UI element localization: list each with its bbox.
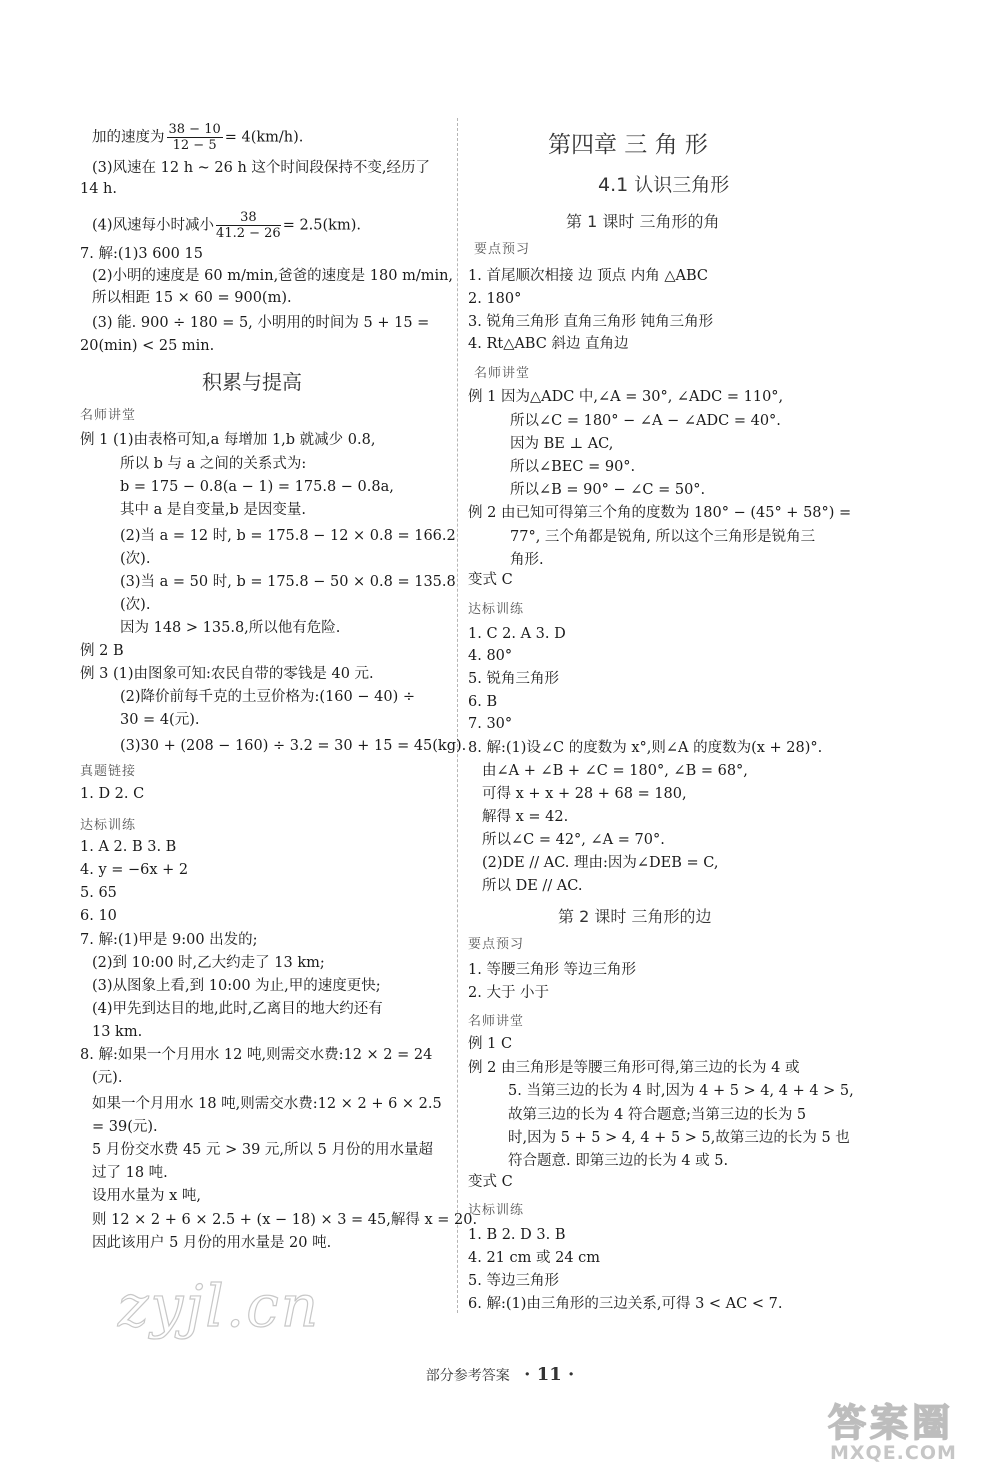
answer-line: 4. 80° bbox=[468, 648, 513, 664]
watermark: zyjl.cn bbox=[118, 1272, 321, 1340]
lesson-title: 第 2 课时 三角形的边 bbox=[558, 907, 712, 926]
fraction bbox=[167, 122, 223, 153]
section-heading: 积累与提高 bbox=[202, 370, 302, 394]
answer-line: 所以 b 与 a 之间的关系式为: bbox=[120, 456, 307, 472]
answer-line: 由∠A + ∠B + ∠C = 180°, ∠B = 68°, bbox=[482, 763, 748, 779]
answer-line: 故第三边的长为 4 符合题意;当第三边的长为 5 bbox=[508, 1107, 807, 1123]
fraction-numerator: 38 − 10 bbox=[168, 122, 221, 137]
page-number: · 11 · bbox=[524, 1364, 575, 1385]
answer-line: 1. D 2. C bbox=[80, 786, 145, 802]
answer-line: 所以相距 15 × 60 = 900(m). bbox=[92, 290, 292, 306]
answer-line: (次). bbox=[120, 597, 151, 613]
answer-line: 例 1 C bbox=[468, 1036, 513, 1052]
answer-line: 例 2 B bbox=[80, 643, 124, 659]
answer-line: (次). bbox=[120, 551, 151, 567]
answer-text: = 4(km/h). bbox=[224, 129, 304, 146]
answer-line: 例 1 (1)由表格可知,a 每增加 1,b 就减少 0.8, bbox=[80, 432, 376, 448]
answer-line: 例 1 因为△ADC 中,∠A = 30°, ∠ADC = 110°, bbox=[468, 389, 784, 405]
answer-line: 5. 当第三边的长为 4 时,因为 4 + 5 > 4, 4 + 4 > 5, bbox=[508, 1083, 854, 1099]
answer-line: 20(min) < 25 min. bbox=[80, 338, 215, 354]
answer-line: = 39(元). bbox=[92, 1119, 158, 1135]
answer-line: 符合题意. 即第三边的长为 4 或 5. bbox=[508, 1153, 729, 1169]
lesson-title: 第 1 课时 三角形的角 bbox=[566, 212, 720, 231]
answer-line: 所以∠B = 90° − ∠C = 50°. bbox=[510, 482, 706, 498]
section-label: 要点预习 bbox=[474, 242, 531, 257]
answer-line: 7. 解:(1)甲是 9:00 出发的; bbox=[80, 932, 258, 948]
section-label: 达标训练 bbox=[80, 818, 137, 833]
answer-line: 1. 首尾顺次相接 边 顶点 内角 △ABC bbox=[468, 268, 709, 284]
logo-text: 答案圈 bbox=[828, 1401, 955, 1445]
answer-line: 5 月份交水费 45 元 > 39 元,所以 5 月份的用水量超 bbox=[92, 1142, 433, 1158]
answer-line: (2)降价前每千克的土豆价格为:(160 − 40) ÷ bbox=[120, 689, 415, 705]
answer-line: b = 175 − 0.8(a − 1) = 175.8 − 0.8a, bbox=[120, 479, 394, 495]
logo bbox=[828, 1392, 978, 1467]
answer-line: 3. 锐角三角形 直角三角形 钝角三角形 bbox=[468, 314, 714, 330]
answer-line: 4. 21 cm 或 24 cm bbox=[468, 1250, 601, 1266]
answer-line: 所以∠C = 42°, ∠A = 70°. bbox=[482, 832, 665, 848]
answer-line: 5. 等边三角形 bbox=[468, 1273, 559, 1289]
answer-line: 1. A 2. B 3. B bbox=[80, 839, 177, 855]
answer-line: 4. y = −6x + 2 bbox=[80, 862, 189, 878]
page-footer bbox=[0, 1364, 1000, 1385]
answer-line: (4)甲先到达目的地,此时,乙离目的地大约还有 bbox=[92, 1001, 383, 1017]
answer-line: 过了 18 吨. bbox=[92, 1165, 168, 1181]
answer-line: 变式 C bbox=[468, 1174, 513, 1190]
answer-text: = 2.5(km). bbox=[282, 217, 361, 234]
answer-line: 7. 解:(1)3 600 15 bbox=[80, 246, 203, 262]
answer-line: 30 = 4(元). bbox=[120, 712, 200, 728]
answer-line: 设用水量为 x 吨, bbox=[92, 1188, 202, 1204]
answer-line: (3)当 a = 50 时, b = 175.8 − 50 × 0.8 = 135.8 bbox=[120, 574, 456, 590]
answer-line: 1. C 2. A 3. D bbox=[468, 626, 566, 642]
answer-line: (2)当 a = 12 时, b = 175.8 − 12 × 0.8 = 166.2 bbox=[120, 528, 456, 544]
answer-line: 77°, 三个角都是锐角, 所以这个三角形是锐角三 bbox=[510, 529, 816, 545]
section-label: 名师讲堂 bbox=[474, 366, 531, 381]
fraction-numerator: 38 bbox=[216, 210, 281, 226]
fraction-denominator: 41.2 − 26 bbox=[216, 226, 281, 241]
answer-line: 1. B 2. D 3. B bbox=[468, 1227, 566, 1243]
answer-line: 时,因为 5 + 5 > 4, 4 + 5 > 5,故第三边的长为 5 也 bbox=[508, 1130, 850, 1146]
answer-line: 5. 锐角三角形 bbox=[468, 671, 559, 687]
answer-line: 6. 解:(1)由三角形的三边关系,可得 3 < AC < 7. bbox=[468, 1296, 783, 1312]
answer-line: 4. Rt△ABC 斜边 直角边 bbox=[468, 336, 629, 352]
answer-line: 因为 BE ⊥ AC, bbox=[510, 436, 614, 452]
answer-line bbox=[92, 122, 303, 153]
answer-line: 2. 大于 小于 bbox=[468, 985, 550, 1001]
answer-line: (3) 能. 900 ÷ 180 = 5, 小明用的时间为 5 + 15 = bbox=[92, 315, 430, 331]
answer-line: 例 2 由三角形是等腰三角形可得,第三边的长为 4 或 bbox=[468, 1060, 800, 1076]
answer-line: (2)小明的速度是 60 m/min,爸爸的速度是 180 m/min, bbox=[92, 268, 454, 284]
logo-subtext: MXQE.COM bbox=[830, 1442, 957, 1464]
column-divider bbox=[457, 118, 458, 1313]
answer-line: 因此该用户 5 月份的用水量是 20 吨. bbox=[92, 1235, 332, 1251]
answer-line: 13 km. bbox=[92, 1024, 143, 1040]
answer-line: (3)从图象上看,到 10:00 为止,甲的速度更快; bbox=[92, 978, 381, 994]
answer-line: 变式 C bbox=[468, 572, 513, 588]
answer-line: 所以∠C = 180° − ∠A − ∠ADC = 40°. bbox=[510, 413, 781, 429]
answer-line: (3)风速在 12 h ~ 26 h 这个时间段保持不变,经历了 bbox=[92, 160, 431, 176]
answer-line: 所以∠BEC = 90°. bbox=[510, 459, 636, 475]
answer-line: 可得 x + x + 28 + 68 = 180, bbox=[482, 786, 687, 802]
answer-line: (3)30 + (208 − 160) ÷ 3.2 = 30 + 15 = 45(kg). bbox=[120, 738, 467, 754]
answer-line: 例 2 由已知可得第三个角的度数为 180° − (45° + 58°) = bbox=[468, 505, 852, 521]
section-label: 名师讲堂 bbox=[80, 408, 137, 423]
answer-text: (4)风速每小时减小 bbox=[92, 217, 215, 234]
answer-line: (2)到 10:00 时,乙大约走了 13 km; bbox=[92, 955, 325, 971]
answer-line: 6. B bbox=[468, 694, 498, 710]
chapter-title: 第四章 三 角 形 bbox=[548, 132, 708, 158]
answer-line: 6. 10 bbox=[80, 908, 117, 924]
answer-line: (元). bbox=[92, 1070, 123, 1086]
section-label: 达标训练 bbox=[468, 1203, 525, 1218]
answer-text: 加的速度为 bbox=[92, 129, 165, 146]
answer-line: 角形. bbox=[510, 552, 544, 568]
section-label: 要点预习 bbox=[468, 937, 525, 952]
answer-line: 14 h. bbox=[80, 181, 118, 197]
footer-label: 部分参考答案 bbox=[425, 1368, 510, 1384]
answer-line: 所以 DE // AC. bbox=[482, 878, 583, 894]
answer-line: 因为 148 > 135.8,所以他有危险. bbox=[120, 620, 341, 636]
answer-line: 5. 65 bbox=[80, 885, 117, 901]
answer-line: 8. 解:如果一个月用水 12 吨,则需交水费:12 × 2 = 24 bbox=[80, 1047, 433, 1063]
answer-line: 解得 x = 42. bbox=[482, 809, 569, 825]
answer-line: 1. 等腰三角形 等边三角形 bbox=[468, 962, 637, 978]
fraction bbox=[216, 210, 281, 241]
answer-line: 2. 180° bbox=[468, 291, 522, 307]
answer-line: (2)DE // AC. 理由:因为∠DEB = C, bbox=[482, 855, 719, 871]
section-label: 达标训练 bbox=[468, 602, 525, 617]
answer-line: 则 12 × 2 + 6 × 2.5 + (x − 18) × 3 = 45,解得 x = 20. bbox=[92, 1212, 478, 1228]
section-label: 真题链接 bbox=[80, 764, 137, 779]
answer-line: 其中 a 是自变量,b 是因变量. bbox=[120, 502, 306, 518]
answer-line: 7. 30° bbox=[468, 716, 513, 732]
answer-line: 例 3 (1)由图象可知:农民自带的零钱是 40 元. bbox=[80, 666, 374, 682]
answer-line: 8. 解:(1)设∠C 的度数为 x°,则∠A 的度数为(x + 28)°. bbox=[468, 740, 823, 756]
fraction-denominator: 12 − 5 bbox=[172, 138, 217, 153]
answer-line: 如果一个月用水 18 吨,则需交水费:12 × 2 + 6 × 2.5 bbox=[92, 1096, 442, 1112]
section-title: 4.1 认识三角形 bbox=[598, 174, 730, 196]
section-label: 名师讲堂 bbox=[468, 1014, 525, 1029]
